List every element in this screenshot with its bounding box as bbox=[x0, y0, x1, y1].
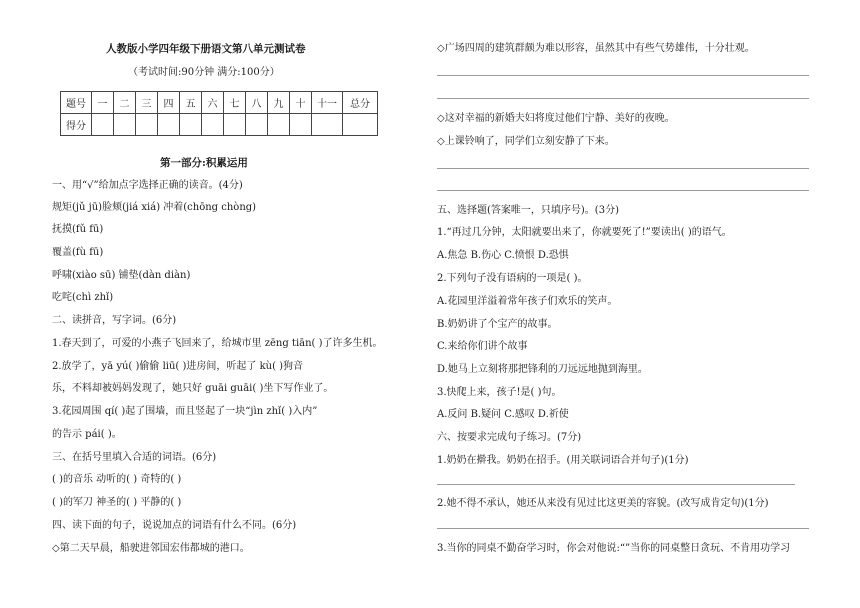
score-cell bbox=[268, 114, 290, 136]
answer-line bbox=[437, 75, 809, 76]
score-cell bbox=[343, 114, 378, 136]
part-one-title: 第一部分:积累运用 bbox=[160, 157, 248, 169]
option-line: D.她马上立刻将那把锋利的刀远远地抛到海里。 bbox=[437, 364, 648, 375]
question-heading: 二、读拼音，写字词。(6分) bbox=[52, 315, 177, 326]
score-header-cell: 七 bbox=[224, 92, 246, 114]
question-line: 吃咤(chì zhǐ) bbox=[52, 292, 114, 303]
score-cell bbox=[246, 114, 268, 136]
score-header-cell: 八 bbox=[246, 92, 268, 114]
score-header-cell: 六 bbox=[202, 92, 224, 114]
question-line: 呼啸(xiào sū) 铺垫(dàn diàn) bbox=[52, 270, 191, 281]
score-cell bbox=[92, 114, 114, 136]
question-heading: 三、在括号里填入合适的词语。(6分) bbox=[52, 452, 217, 463]
score-header-cell: 三 bbox=[136, 92, 158, 114]
score-header-cell: 四 bbox=[158, 92, 180, 114]
answer-line bbox=[437, 98, 809, 99]
question-line: ( )的军刀 神圣的( ) 平静的( ) bbox=[52, 497, 182, 508]
score-table-header-row bbox=[61, 92, 378, 114]
question-line: 抚摸(fǔ fū) bbox=[52, 224, 104, 235]
score-header-cell: 总分 bbox=[343, 92, 378, 114]
question-heading: 四、读下面的句子，说说加点的词语有什么不同。(6分) bbox=[52, 520, 297, 531]
score-header-cell: 十 bbox=[290, 92, 312, 114]
question-line: 规矩(jǔ jū)脸颊(jiá xiá) 冲着(chōng chòng) bbox=[52, 202, 257, 213]
question-line: ◇这对幸福的新婚夫妇将度过他们宁静、美好的夜晚。 bbox=[437, 113, 675, 124]
score-table-score-row bbox=[61, 114, 378, 136]
score-header-cell: 十一 bbox=[312, 92, 343, 114]
score-header-cell: 题号 bbox=[61, 92, 92, 114]
answer-line bbox=[437, 484, 795, 485]
question-line: 3.当你的同桌不勤奋学习时，你会对他说:“”当你的同桌整日贪玩、不肯用功学习 bbox=[437, 543, 791, 554]
question-line: 1.春天到了，可爱的小燕子飞回来了，给城市里 zēng tiān( )了许多生机。 bbox=[52, 338, 383, 349]
question-line: 1.“再过几分钟，太阳就要出来了，你就要死了!”要读出( )的语气。 bbox=[437, 227, 732, 238]
question-line: ◇第二天早晨，船驶进邻国宏伟都城的港口。 bbox=[52, 543, 250, 554]
score-header-cell: 五 bbox=[180, 92, 202, 114]
score-cell bbox=[224, 114, 246, 136]
question-line: ◇上课铃响了，同学们立刻安静了下来。 bbox=[437, 136, 615, 147]
page-title: 人教版小学四年级下册语文第八单元测试卷 bbox=[106, 43, 306, 55]
exam-info: （考试时间:90分钟 满分:100分） bbox=[128, 67, 280, 78]
question-heading: 一、用“√”给加点字选择正确的读音。(4分) bbox=[52, 180, 243, 191]
option-line: A.焦急 B.伤心 C.愤恨 D.恐惧 bbox=[437, 250, 569, 261]
option-line: B.奶奶讲了个宝产的故事。 bbox=[437, 319, 558, 330]
score-cell bbox=[136, 114, 158, 136]
answer-line bbox=[437, 528, 809, 529]
score-cell bbox=[202, 114, 224, 136]
question-line: 的告示 pái( )。 bbox=[52, 429, 122, 440]
score-cell bbox=[290, 114, 312, 136]
score-table bbox=[60, 91, 378, 136]
question-line: ◇广场四周的建筑群颇为难以形容，虽然其中有些气势雄伟，十分壮观。 bbox=[437, 43, 755, 54]
score-header-cell: 九 bbox=[268, 92, 290, 114]
question-line: 2.下列句子没有语病的一项是( )。 bbox=[437, 273, 588, 284]
score-header-cell: 一 bbox=[92, 92, 114, 114]
question-heading: 五、选择题(答案唯一，只填序号)。(3分) bbox=[437, 205, 619, 216]
score-cell bbox=[180, 114, 202, 136]
question-line: ( )的音乐 动听的( ) 奇特的( ) bbox=[52, 474, 182, 485]
score-cell bbox=[114, 114, 136, 136]
question-line: 3.快爬上来，孩子!是( )句。 bbox=[437, 387, 562, 398]
question-line: 1.奶奶在擀我。奶奶在招手。(用关联词语合并句子)(1分) bbox=[437, 455, 689, 466]
question-line: 3.花园周围 qí( )起了围墙，而且竖起了一块“jìn zhǐ( )入内” bbox=[52, 406, 318, 417]
score-cell bbox=[312, 114, 343, 136]
score-cell bbox=[158, 114, 180, 136]
question-line: 乐，不料却被妈妈发现了，她只好 guāi guāi( )坐下写作业了。 bbox=[52, 383, 334, 394]
score-header-cell: 二 bbox=[114, 92, 136, 114]
score-row-label: 得分 bbox=[61, 114, 92, 136]
option-line: C.来给你们讲个故事 bbox=[437, 341, 528, 352]
option-line: A.花园里洋溢着常年孩子们欢乐的笑声。 bbox=[437, 296, 618, 307]
question-line: 覆盖(fù fū) bbox=[52, 247, 104, 258]
question-line: 2.放学了，yā yú( )偷偷 liū( )进房间，听起了 kù( )狗音 bbox=[52, 361, 304, 372]
option-line: A.反问 B.疑问 C.感叹 D.祈使 bbox=[437, 409, 569, 420]
answer-line bbox=[437, 190, 809, 191]
question-heading: 六、按要求完成句子练习。(7分) bbox=[437, 432, 582, 443]
answer-line bbox=[437, 168, 809, 169]
question-line: 2.她不得不承认，她还从来没有见过比这更美的容貌。(改写成肯定句)(1分) bbox=[437, 498, 769, 509]
